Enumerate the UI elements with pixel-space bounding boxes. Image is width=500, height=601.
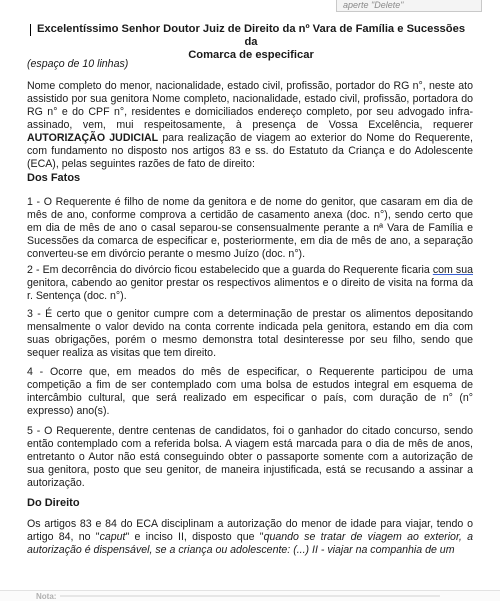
spellcheck-flag: com sua [432,264,473,276]
fato-4-paragraph[interactable]: 4 - Ocorre que, em meados do mês de especificar, o Requerente participou de uma competição a fim de ser contemplado com uma bolsa de estudos integral em esquema de intercâmbio cultural, que será realizado em especificar o país, com duração de n° (n° expresso) ano(s). [27,366,473,417]
space-note-text: (espaço de 10 linhas) [27,58,129,70]
heading-fatos: Dos Fatos [27,172,81,184]
fato-5-paragraph[interactable]: 5 - O Requerente, dentre centenas de candidatos, foi o ganhador do citado concurso, sendo então contemplado com a referida bolsa. A viagem está marcada para o dia de mês de anos, entretanto o Autor não está conseguindo obter o passaporte somente com a autorização de sua genitora, posto que seu genitor, de maneira injustificada, está se recusando a assinar a autorização. [27,425,473,489]
direito-paragraph[interactable] [27,518,473,557]
intro-bold-text: AUTORIZAÇÃO JUDICIAL [27,132,159,144]
fato-3-paragraph[interactable]: 3 - É certo que o genitor cumpre com a determinação de prestar os alimentos depositando mensalmente o valor devido na conta corrente indicada pela genitora, estando em dia com suas obrigações, porém o mesmo demonstra total desinteresse por seu filho, sendo que sequer realiza as visitas que tem direito. [27,308,473,359]
footer-note-blur [60,595,440,597]
space-note [27,58,128,70]
title-line-1: Excelentíssimo Senhor Doutor Juiz de Direito da nº Vara de Família e Sucessões da [36,23,466,48]
intro-text-2: para realização de viagem ao exterior do Nome do Requerente, com fundamento no disposto nos artigos 83 e ss. do Estatuto da Criança e do Adolescente (ECA), pelas seguintes razões de fato de direito: [27,132,473,170]
delete-hint-box: aperte "Delete" [336,0,482,12]
document-title[interactable] [30,23,472,62]
caput-italic: caput [99,531,126,543]
footer-note-label: Nota: [36,592,57,601]
direito-quote: quando se tratar de viagem ao exterior, a autorização é dispensável, se a criança ou adolescente: (...) II - viajar na companhia de um [27,531,473,556]
intro-text-1: Nome completo do menor, nacionalidade, estado civil, profissão, portador do RG n°, neste ato assistido por sua genitora Nome completo, nacionalidade, estado civil, profissão, portadora do RG n° e do CPF n°, residentes e domiciliados endereço completo, por seu advogado infra-assinado, vem, mui respeitosamente, à presença de Vossa Excelência, requerer [27,80,473,131]
fato-2-text-2: genitora, cabendo ao genitor prestar os respectivos alimentos e o direito de visita na forma da r. Sentença (doc. n°). [27,277,473,302]
fato-2-paragraph[interactable] [27,264,473,303]
fato-2-text-1: 2 - Em decorrência do divórcio ficou estabelecido que a guarda do Requerente ficaria [27,264,433,276]
intro-paragraph[interactable] [27,80,473,171]
direito-text-2: " e inciso II, disposto que " [125,531,264,543]
heading-direito: Do Direito [27,497,80,509]
footer-note-strip [0,590,500,601]
title-line-2: Comarca de especificar [188,49,314,61]
fato-1-paragraph[interactable]: 1 - O Requerente é filho de nome da genitora e de nome do genitor, que casaram em dia de mês de ano, conforme comprova a certidão de casamento anexa (doc. n°), sendo certo que em dia de mês de ano o casal separou-se consensualmente perante a nª Vara de Família e Sucessões da comarca de especificar e, posteriormente, em dia de mês de ano, a separação converteu-se em divórcio perante o mesmo Juízo (doc. n°). [27,196,473,260]
direito-text-1: Os artigos 83 e 84 do ECA disciplinam a autorização do menor de idade para viajar, tendo o artigo 84, no " [27,518,473,543]
